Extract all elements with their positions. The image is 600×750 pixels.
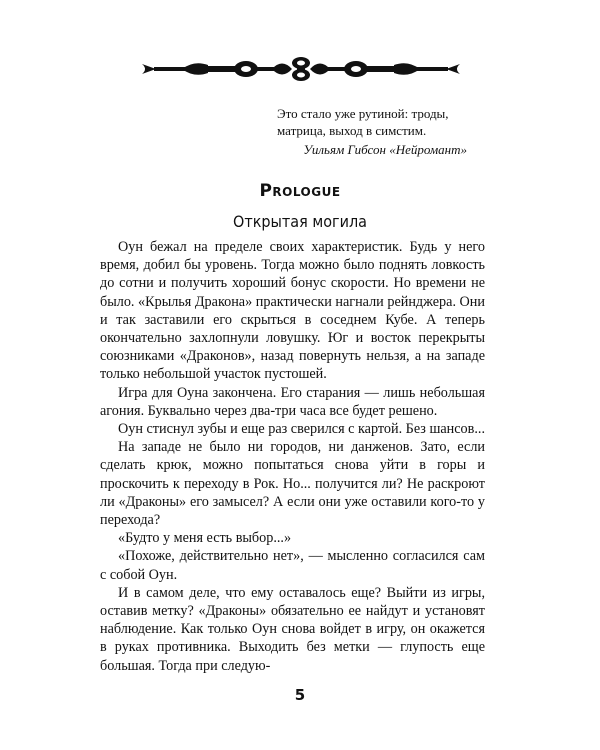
paragraph: «Будто у меня есть выбор...»: [118, 530, 292, 547]
paragraph: Оун бежал на пределе своих характеристик. Будь у него время, добил бы уровень. Тогда можно было поднять ловкость до сотни и получить хороший бонус скорости. Но времени не было. «Крылья Дракона» практически нагнали рейнджера. Они и так заставили его скрыться в соседнем Кубе. А теперь окончательно захлопнули ловушку. Юг и восток перекрыты союзниками «Драконов», назад повернуть нельзя, а на западе только небольшой участок пустошей.: [100, 239, 485, 383]
epigraph-line: матрица, выход в симстим.: [277, 123, 427, 138]
paragraph: И в самом деле, что ему оставалось еще? Выйти из игры, оставив метку? «Драконы» обязательно ее найдут и установят наблюдение. Как только Оун снова войдет в игру, он окажется в руках противника. Выходить без метки — глупость еще большая. Тогда при следую-: [100, 584, 485, 674]
page-number: 5: [294, 686, 306, 704]
chapter-title: Открытая могила: [232, 212, 368, 231]
section-heading: Prologue: [259, 181, 341, 201]
decorative-ornament: [142, 56, 460, 82]
paragraph: «Похоже, действительно нет», — мысленно согласился сам с собой Оун.: [100, 548, 485, 583]
paragraph: На западе не было ни городов, ни данженов. Зато, если сделать крюк, можно попытаться снова уйти в горы и проскочить к переходу в Рок. Но... получится ли? Не раскроют ли «Драконы» его замысел? А если они уже оставили кого-то у перехода?: [100, 439, 485, 529]
epigraph: [207, 105, 467, 158]
paragraph: Оун стиснул зубы и еще раз сверился с картой. Без шансов...: [118, 421, 485, 438]
epigraph-line: Это стало уже рутиной: троды,: [277, 106, 449, 121]
epigraph-author: Уильям Гибсон «Нейромант»: [303, 142, 467, 157]
paragraph: Игра для Оуна закончена. Его старания — лишь небольшая агония. Буквально через два-три часа все будет решено.: [100, 384, 485, 419]
body-text: [100, 238, 485, 675]
